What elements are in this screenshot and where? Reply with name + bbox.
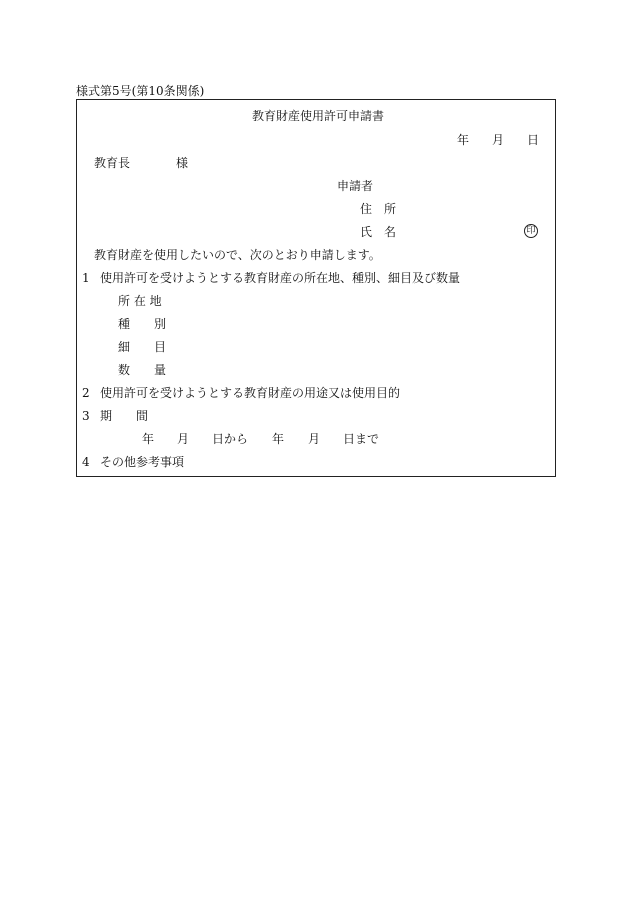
section1-field-detail: 細 目 [118,340,167,354]
section1-field-location: 所 在 地 [118,294,162,308]
form-number: 様式第5号(第10条関係) [76,84,205,98]
date-year-label: 年 [457,133,470,147]
form-title: 教育財産使用許可申請書 [252,109,385,123]
period-to-day: 日まで [343,432,380,446]
period-to-month: 月 [308,432,321,446]
applicant-name-label: 氏 名 [360,225,397,239]
applicant-label: 申請者 [337,179,374,193]
period-from-day: 日から [212,432,249,446]
section4-title: その他参考事項 [100,455,185,469]
intro-text: 教育財産を使用したいので、次のとおり申請します。 [94,248,381,262]
period-to-year: 年 [272,432,285,446]
section1-field-type: 種 別 [118,317,167,331]
date-month-label: 月 [492,133,505,147]
addressee-name: 教育長 [94,156,131,170]
section1-field-quantity: 数 量 [118,363,167,377]
period-from-month: 月 [177,432,190,446]
section3-title: 期 間 [100,409,149,423]
applicant-address-label: 住 所 [360,202,397,216]
section2-title: 使用許可を受けようとする教育財産の用途又は使用目的 [100,386,401,400]
section4-number: 4 [82,455,90,469]
section1-number: 1 [82,271,90,285]
seal-mark-icon: 印 [524,224,538,238]
section2-number: 2 [82,386,90,400]
section1-title: 使用許可を受けようとする教育財産の所在地、種別、細目及び数量 [100,271,461,285]
section3-number: 3 [82,409,90,423]
date-day-label: 日 [527,133,540,147]
addressee-honorific: 様 [176,156,189,170]
period-from-year: 年 [142,432,155,446]
